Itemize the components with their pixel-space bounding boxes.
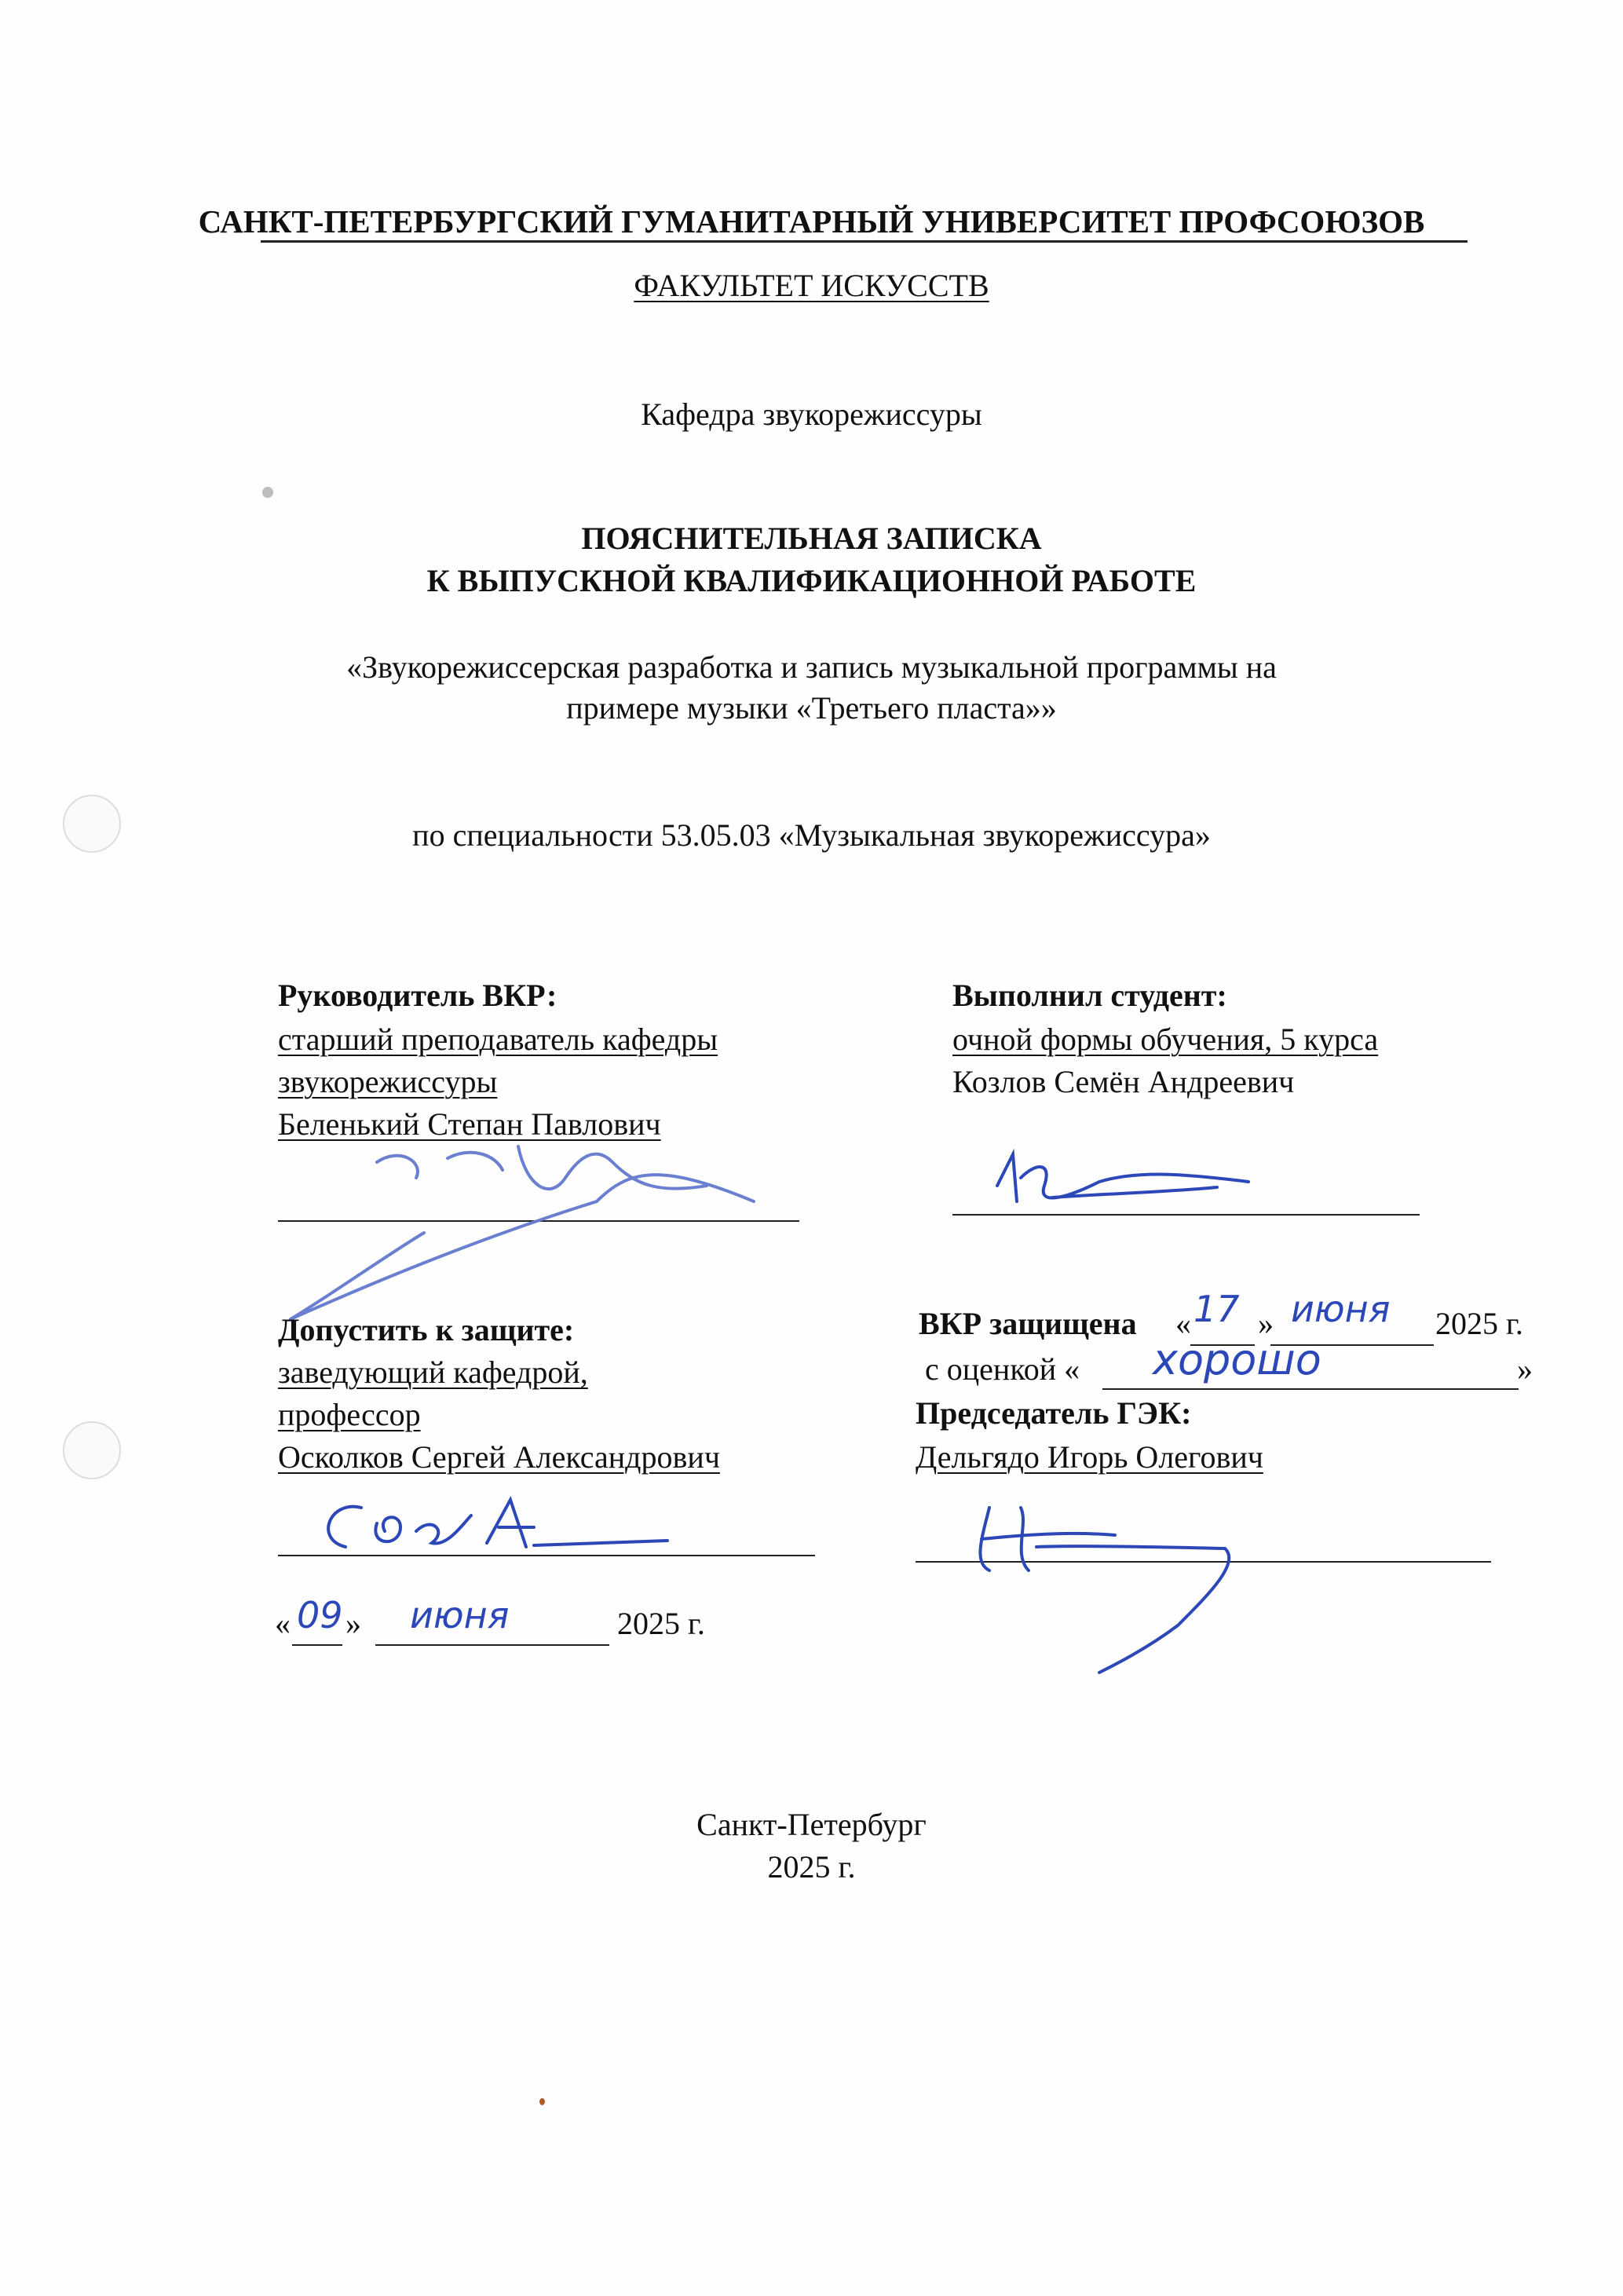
gek-chair-signature [958,1492,1319,1680]
document-title-line2: К ВЫПУСКНОЙ КВАЛИФИКАЦИОННОЙ РАБОТЕ [426,563,1197,598]
admission-date-close-quote: » [345,1606,361,1641]
admission-name: Осколков Сергей Александрович [278,1439,720,1475]
defense-date-year: 2025 г. [1435,1306,1523,1341]
defense-heading: ВКР защищена [919,1306,1137,1341]
university-underline [261,240,1468,243]
document-title-line1: ПОЯСНИТЕЛЬНАЯ ЗАПИСКА [581,521,1042,556]
admission-month-line [375,1644,609,1646]
defense-date-month: июня [1291,1288,1391,1330]
admission-date-open-quote: « [275,1606,291,1641]
defense-date-day: 17 [1193,1288,1240,1330]
admission-date-year: 2025 г. [617,1606,705,1641]
admission-signature [298,1484,691,1570]
admission-position-line1: заведующий кафедрой, [278,1355,588,1390]
specialty: по специальности 53.05.03 «Музыкальная звукорежиссура» [412,817,1211,853]
admission-date-month: июня [410,1594,510,1636]
supervisor-name: Беленький Степан Павлович [278,1106,661,1142]
defense-grade-prefix: с оценкой « [925,1351,1080,1387]
student-name: Козлов Семён Андреевич [952,1064,1295,1099]
gek-chair-heading: Председатель ГЭК: [916,1395,1192,1431]
admission-heading: Допустить к защите: [278,1312,575,1347]
gek-chair-name: Дельгядо Игорь Олегович [916,1439,1263,1475]
defense-grade: хорошо [1153,1335,1321,1384]
supervisor-position-line1: старший преподаватель кафедры [278,1022,718,1057]
defense-date-close-quote: » [1258,1306,1274,1341]
topic-line1: «Звукорежиссерская разработка и запись музыкальной программы на [346,649,1277,685]
defense-grade-suffix: » [1517,1351,1533,1387]
scan-speck [539,2098,545,2105]
supervisor-heading: Руководитель ВКР: [278,978,557,1013]
department-name: Кафедра звукорежиссуры [641,397,982,432]
admission-date-day: 09 [297,1594,343,1636]
university-name: САНКТ-ПЕТЕРБУРГСКИЙ ГУМАНИТАРНЫЙ УНИВЕРСИТЕТ ПРОФСОЮЗОВ [198,203,1425,239]
topic-line2: примере музыки «Третьего пласта»» [566,690,1057,726]
faculty-name: ФАКУЛЬТЕТ ИСКУССТВ [634,268,989,303]
supervisor-position-line2: звукорежиссуры [278,1064,498,1099]
scan-speck [262,487,273,498]
defense-date-open-quote: « [1175,1306,1191,1341]
student-heading: Выполнил студент: [952,978,1227,1013]
admission-day-line [292,1644,342,1646]
supervisor-signature [267,1115,817,1335]
footer-city: Санкт-Петербург [696,1807,927,1842]
admission-position-line2: профессор [278,1397,421,1432]
student-signature [981,1139,1280,1233]
punch-hole-bottom [63,1421,121,1479]
defense-grade-line [1102,1388,1519,1390]
student-form: очной формы обучения, 5 курса [952,1022,1379,1057]
footer-year: 2025 г. [767,1849,856,1885]
